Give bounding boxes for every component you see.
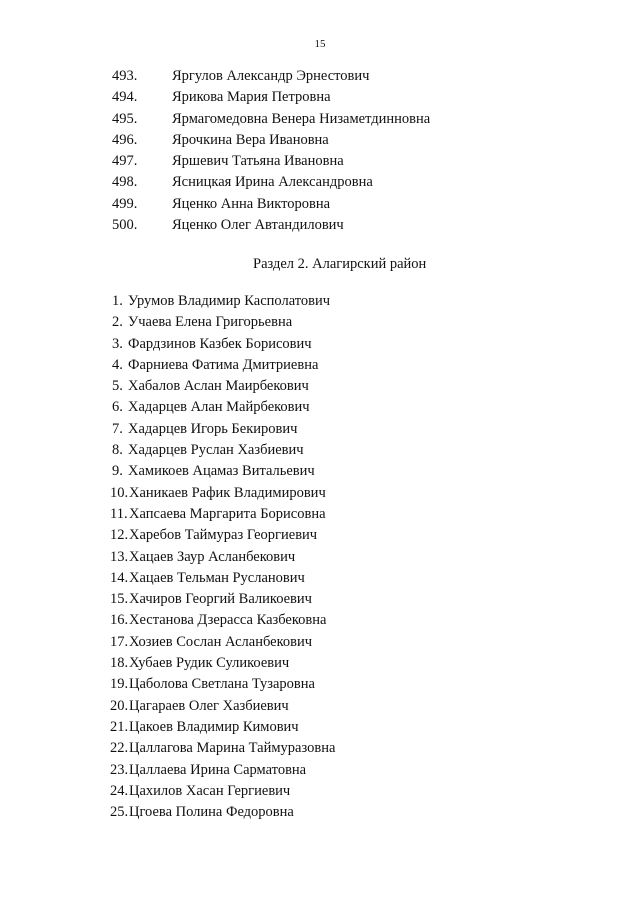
item-number: 16. bbox=[110, 612, 129, 629]
item-number: 8. bbox=[112, 442, 123, 459]
person-name: Цагараев Олег Хазбиевич bbox=[129, 697, 289, 714]
person-name: Хадарцев Руслан Хазбиевич bbox=[128, 442, 304, 459]
item-number: 9. bbox=[112, 463, 123, 480]
person-name: Хубаев Рудик Суликоевич bbox=[129, 655, 290, 672]
person-name: Фардзинов Казбек Борисович bbox=[128, 335, 312, 352]
item-number: 14. bbox=[110, 569, 129, 586]
person-name: Яршевич Татьяна Ивановна bbox=[172, 153, 344, 170]
person-name: Цаллагова Марина Таймуразовна bbox=[129, 740, 336, 757]
person-name: Яргулов Александр Эрнестович bbox=[172, 68, 370, 84]
item-number: 499. bbox=[112, 195, 138, 212]
person-name: Хадарцев Алан Майрбекович bbox=[128, 399, 310, 416]
person-name: Урумов Владимир Касполатович bbox=[128, 293, 331, 309]
item-number: 22. bbox=[110, 740, 129, 757]
item-number: 494. bbox=[112, 89, 138, 106]
person-name: Хацаев Тельман Русланович bbox=[129, 569, 305, 586]
person-name: Цаболова Светлана Тузаровна bbox=[129, 676, 315, 693]
person-name: Цахилов Хасан Гергиевич bbox=[129, 782, 291, 799]
person-name: Хапсаева Маргарита Борисовна bbox=[129, 505, 326, 522]
item-number: 17. bbox=[110, 633, 129, 650]
person-name: Хацаев Заур Асланбекович bbox=[129, 548, 296, 565]
item-number: 500. bbox=[112, 217, 138, 234]
section-heading: Раздел 2. Алагирский район bbox=[253, 256, 427, 272]
item-number: 10. bbox=[110, 484, 129, 501]
person-name: Хабалов Аслан Маирбекович bbox=[128, 378, 309, 395]
item-number: 21. bbox=[110, 718, 129, 735]
person-name: Цакоев Владимир Кимович bbox=[129, 718, 299, 735]
person-name: Цгоева Полина Федоровна bbox=[129, 804, 294, 821]
person-name: Ханикаев Рафик Владимирович bbox=[129, 484, 326, 501]
item-number: 24. bbox=[110, 782, 129, 799]
person-name: Хачиров Георгий Валикоевич bbox=[129, 591, 312, 608]
item-number: 11. bbox=[110, 505, 128, 522]
person-name: Ярикова Мария Петровна bbox=[172, 89, 331, 106]
item-number: 6. bbox=[112, 399, 123, 416]
person-name: Цаллаева Ирина Сарматовна bbox=[129, 761, 307, 778]
person-name: Фарниева Фатима Дмитриевна bbox=[128, 356, 319, 373]
item-number: 12. bbox=[110, 527, 129, 544]
item-number: 5. bbox=[112, 378, 123, 395]
item-number: 493. bbox=[112, 68, 138, 84]
item-number: 498. bbox=[112, 174, 138, 191]
item-number: 23. bbox=[110, 761, 129, 778]
item-number: 25. bbox=[110, 804, 129, 821]
item-number: 2. bbox=[112, 314, 123, 331]
person-name: Харебов Таймураз Георгиевич bbox=[129, 527, 318, 544]
item-number: 18. bbox=[110, 655, 129, 672]
item-number: 1. bbox=[112, 293, 123, 309]
item-number: 20. bbox=[110, 697, 129, 714]
item-number: 4. bbox=[112, 356, 123, 373]
person-name: Учаева Елена Григорьевна bbox=[128, 314, 293, 331]
item-number: 7. bbox=[112, 420, 123, 437]
item-number: 3. bbox=[112, 335, 123, 352]
item-number: 19. bbox=[110, 676, 129, 693]
item-number: 497. bbox=[112, 153, 138, 170]
item-number: 495. bbox=[112, 110, 138, 127]
person-name: Яценко Олег Автандилович bbox=[172, 217, 344, 234]
person-name: Ярмагомедовна Венера Низаметдинновна bbox=[172, 110, 431, 127]
item-number: 13. bbox=[110, 548, 129, 565]
person-name: Ярочкина Вера Ивановна bbox=[172, 131, 329, 148]
page-number: 15 bbox=[314, 38, 326, 50]
person-name: Хестанова Дзерасса Казбековна bbox=[129, 612, 327, 629]
item-number: 15. bbox=[110, 591, 129, 608]
person-name: Хамикоев Ацамаз Витальевич bbox=[128, 463, 315, 480]
person-name: Яценко Анна Викторовна bbox=[172, 195, 331, 212]
person-name: Ясницкая Ирина Александровна bbox=[172, 174, 373, 191]
person-name: Хадарцев Игорь Бекирович bbox=[128, 420, 298, 437]
person-name: Хозиев Сослан Асланбекович bbox=[129, 633, 313, 650]
item-number: 496. bbox=[112, 131, 138, 148]
